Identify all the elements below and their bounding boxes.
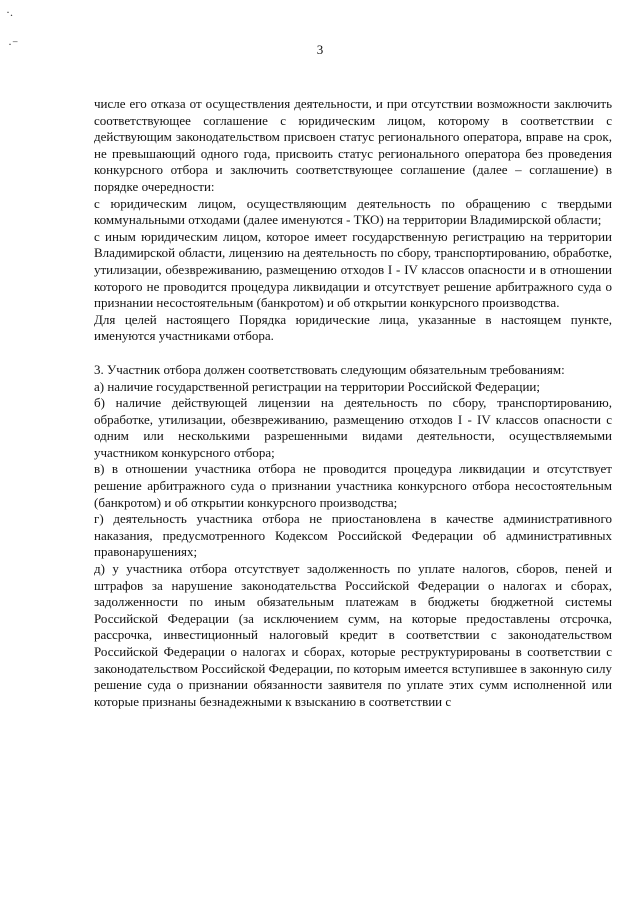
requirement-a: а) наличие государственной регистрации на территории Российской Федерации; xyxy=(94,378,540,394)
scan-mark-top: ·. xyxy=(6,5,13,19)
page-number: 3 xyxy=(316,42,324,57)
paragraph-definition: Для целей настоящего Порядка юридические лица, указанные в настоящем пункте, именуются участниками отбора. xyxy=(94,311,612,344)
paragraph-option-1: с юридическим лицом, осуществляющим деятельность по обращению с твердыми коммунальными отходами (далее именуются - ТКО) на территории Владимирской области; xyxy=(94,195,612,228)
section-3-heading: 3. Участник отбора должен соответствовать следующим обязательным требованиям: xyxy=(94,361,565,377)
document-body xyxy=(94,96,612,710)
scan-mark-left: ·⁻ xyxy=(8,37,19,51)
paragraph-option-2: с иным юридическим лицом, которое имеет государственную регистрацию на территории Владимирской области, лицензию на деятельность по сбору, транспортированию, обработке, утилизации, обезвреживанию, размещению отходов I - IV классов опасности и в отношении которого не проводится процедура ликвидации и отсутствует решение арбитражного суда о признании несостоятельным (банкротом) и об открытии конкурсного производства. xyxy=(94,228,612,311)
requirement-b: б) наличие действующей лицензии на деятельность по сбору, транспортированию, обработке, утилизации, обезвреживанию, размещению отходов I - IV классов опасности с одним или несколькими разрешенными видами деятельности, осуществляемыми участником конкурсного отбора; xyxy=(94,395,612,460)
requirement-g: г) деятельность участника отбора не приостановлена в качестве административного наказания, предусмотренного Кодексом Российской Федерации об административных правонарушениях; xyxy=(94,511,612,560)
requirement-v: в) в отношении участника отбора не проводится процедура ликвидации и отсутствует решение арбитражного суда о признании участника конкурсного отбора несостоятельным (банкротом) и об открытии конкурсного производства; xyxy=(94,461,612,510)
requirement-d: д) у участника отбора отсутствует задолженность по уплате налогов, сборов, пеней и штрафов за нарушение законодательства Российской Федерации о налогах и сборах, задолженности по иным обязательным платежам в бюджеты бюджетной системы Российской Федерации (за исключением сумм, на которые предоставлены отсрочка, рассрочка, инвестиционный налоговый кредит в соответствии с законодательством Российской Федерации о налогах и сборах, которые реструктурированы в соответствии с законодательством Российской Федерации, по которым имеется вступившее в законную силу решение суда о признании обязанности заявителя по уплате этих сумм исполненной или которые признаны безнадежными к взысканию в соответствии с xyxy=(94,561,612,709)
paragraph-continuation: числе его отказа от осуществления деятельности, и при отсутствии возможности заключить соответствующее соглашение с юридическим лицом, которому в соответствии с действующим законодательством присвоен статус регионального оператора, вправе на срок, не превышающий одного года, присвоить статус регионального оператора без проведения конкурсного отбора и заключить соответствующее соглашение (далее – соглашение) в порядке очередности: xyxy=(94,96,612,194)
